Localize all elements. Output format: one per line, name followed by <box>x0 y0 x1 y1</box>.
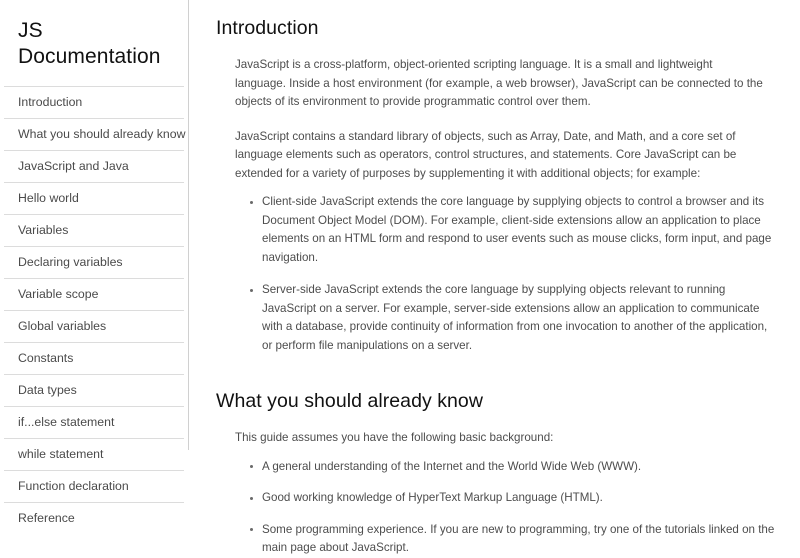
page-title: Introduction <box>216 17 319 39</box>
sidebar-item-function-declaration[interactable]: Function declaration <box>4 470 184 502</box>
list-item: Server-side JavaScript extends the core language by supplying objects relevant to running JavaScript on a server. For example, server-side extensions allow an application to communicate with a database, provide continuity of information from one invocation to another of the application, or perform file manipulations on a server. <box>262 281 780 355</box>
list-item: Client-side JavaScript extends the core language by supplying objects to control a browser and its Document Object Model (DOM). For example, client-side extensions allow an application to place elements on an HTML form and respond to user events such as mouse clicks, form input, and page navigation. <box>262 193 780 267</box>
list-item: Some programming experience. If you are new to programming, try one of the tutorials linked on the main page about JavaScript. <box>262 521 780 558</box>
sidebar-item-variables[interactable]: Variables <box>4 214 184 246</box>
list-item <box>0 374 188 406</box>
list-item <box>0 86 188 118</box>
list-item <box>0 438 188 470</box>
sidebar-title: JS Documentation <box>18 19 161 68</box>
section-introduction <box>189 0 800 355</box>
list-item <box>0 342 188 374</box>
list-item <box>0 310 188 342</box>
list-item <box>0 246 188 278</box>
sidebar-item-hello-world[interactable]: Hello world <box>4 182 184 214</box>
sidebar-item-while-statement[interactable]: while statement <box>4 438 184 470</box>
sidebar-item-what-you-should-already-know[interactable]: What you should already know <box>4 118 184 150</box>
list-item <box>0 278 188 310</box>
sidebar-item-introduction[interactable]: Introduction <box>4 86 184 118</box>
list-item <box>0 150 188 182</box>
list-item <box>0 502 188 534</box>
list-item: Good working knowledge of HyperText Markup Language (HTML). <box>262 489 780 508</box>
sidebar-item-data-types[interactable]: Data types <box>4 374 184 406</box>
prereq-paragraph-1: This guide assumes you have the following basic background: <box>235 431 554 444</box>
intro-bullet-list <box>216 183 780 355</box>
list-item <box>0 406 188 438</box>
list-item: A general understanding of the Internet and the World Wide Web (WWW). <box>262 458 780 477</box>
list-item <box>0 214 188 246</box>
sidebar-item-reference[interactable]: Reference <box>4 502 184 534</box>
intro-paragraph-2: JavaScript contains a standard library of objects, such as Array, Date, and Math, and a core set of language elements such as operators, control structures, and statements. Core JavaScript can be extended for a variety of purposes by supplementing it with additional objects; for example: <box>235 129 737 180</box>
intro-paragraph-1: JavaScript is a cross-platform, object-oriented scripting language. It is a small and lightweight language. Inside a host environment (for example, a web browser), JavaScript can be connected to the objects of its environment to provide programmatic control over them. <box>235 58 763 108</box>
sidebar-item-javascript-and-java[interactable]: JavaScript and Java <box>4 150 184 182</box>
sidebar-item-if-else-statement[interactable]: if...else statement <box>4 406 184 438</box>
main-document <box>189 0 800 554</box>
prereq-bullet-list <box>216 448 780 558</box>
section-what-you-should-already-know <box>189 369 800 558</box>
section-title: What you should already know <box>216 390 483 412</box>
sidebar-navbar <box>0 0 189 525</box>
list-item <box>0 470 188 502</box>
sidebar-item-global-variables[interactable]: Global variables <box>4 310 184 342</box>
sidebar-item-declaring-variables[interactable]: Declaring variables <box>4 246 184 278</box>
list-item <box>0 182 188 214</box>
sidebar-item-list <box>0 86 188 534</box>
list-item <box>0 118 188 150</box>
sidebar-item-constants[interactable]: Constants <box>4 342 184 374</box>
sidebar-item-variable-scope[interactable]: Variable scope <box>4 278 184 310</box>
